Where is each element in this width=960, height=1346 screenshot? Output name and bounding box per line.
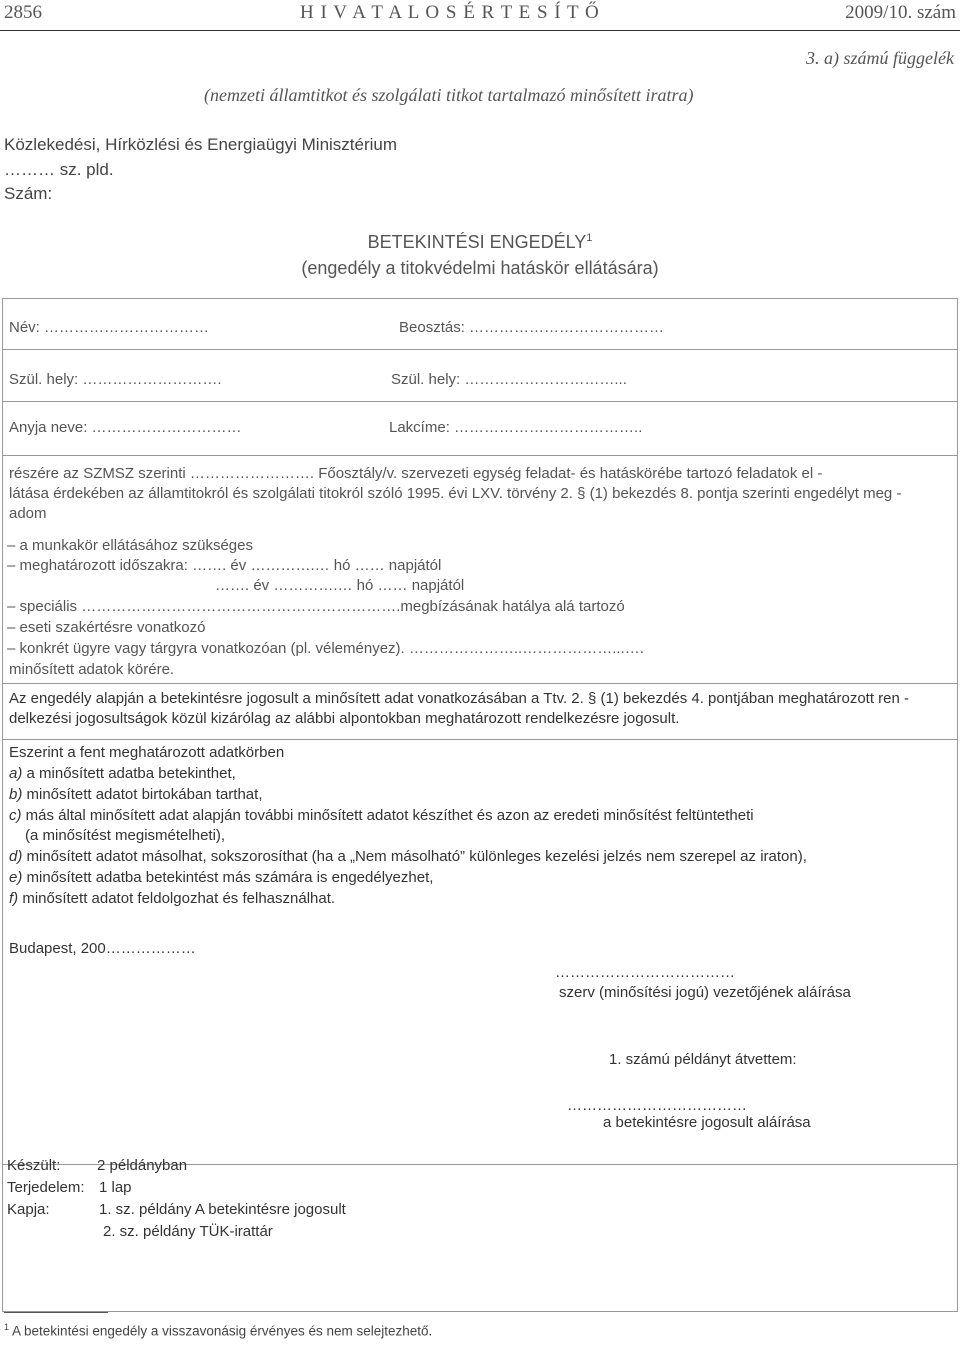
made-row [7, 1157, 60, 1175]
form-subtitle: (engedély a titokvédelmi hatáskör ellátására) [301, 258, 659, 278]
option-fixed-period: – meghatározott időszakra: ……. év ………….… hó …… napjától [7, 557, 442, 574]
item-text: minősített adatot feldolgozhat és felhasználhat. [18, 890, 336, 907]
permission-item-f [9, 890, 335, 907]
footnote-rule [4, 1312, 108, 1313]
birth-place-field: Szül. hely: ………………………. [9, 371, 222, 388]
signature-line-head: ……………………………… [555, 964, 735, 981]
extent-value: 1 lap [99, 1179, 132, 1196]
recipient-1: 1. sz. példány A betekintésre jogosult [99, 1201, 346, 1218]
form-row-permissions [3, 739, 957, 1165]
item-text: minősített adatot másolhat, sokszorosíthat (ha a „Nem másolható” különleges kezelési jelzés nem szerepel az iraton), [22, 848, 807, 865]
footnote [4, 1322, 432, 1339]
list-intro: Eszerint a fent meghatározott adatkörben [9, 744, 285, 761]
permission-item-b [9, 786, 262, 803]
item-letter: d) [9, 848, 23, 865]
option-job-duties: – a munkakör ellátásához szükséges [7, 537, 253, 554]
form-row-name [3, 299, 957, 350]
signature-label-recipient: a betekintésre jogosult aláírása [603, 1114, 811, 1131]
journal-title: H I V A T A L O S É R T E S Í T Ő [300, 2, 600, 23]
option-fixed-period-2: ……. év ………….… hó …… napjától [215, 577, 465, 594]
form-title-footnote-mark: 1 [586, 232, 593, 244]
item-text: minősített adatot birtokában tarthat, [22, 786, 263, 803]
place-date: Budapest, 200……………… [9, 940, 196, 957]
permission-item-a [9, 765, 236, 782]
copy-number: ……… sz. pld. [4, 160, 114, 179]
address-field: Lakcíme: ……………………………….. [389, 419, 643, 436]
item-letter: f) [9, 890, 19, 907]
item-letter: e) [9, 869, 23, 886]
form-title-text: BETEKINTÉSI ENGEDÉLY [367, 232, 587, 252]
option-expert: – eseti szakértésre vonatkozó [7, 619, 206, 636]
form-row-birth [3, 349, 957, 402]
item-letter: c) [9, 807, 22, 824]
option-specific-case: – konkrét ügyre vagy tárgyra vonatkozóan (pl. véleményez). …………………..………………...…. [7, 640, 644, 657]
recipients-label: Kapja: [7, 1201, 50, 1218]
item-letter: a) [9, 765, 23, 782]
ministry-name: Közlekedési, Hírközlési és Energiaügyi Minisztérium [4, 135, 398, 154]
document-number-label: Szám: [4, 184, 53, 203]
permission-item-c-cont [25, 827, 225, 844]
option-scope-end: minősített adatok körére. [9, 661, 175, 678]
header-rule [0, 30, 960, 31]
rights-line-2: delkezési jogosultságok közül kizárólag az alábbi alpontokban meghatározott rendelkezésre jogosult. [9, 710, 680, 727]
intro-line-2: látása érdekében az államtitokról és szolgálati titokról szóló 1995. évi LXV. törvény 2. § (1) bekezdés 8. pontja szerinti engedélyt meg - [9, 485, 902, 502]
item-text: (a minősítést megismételheti), [25, 827, 226, 844]
name-field: Név: …………………………… [9, 319, 210, 336]
permission-item-c [9, 807, 754, 824]
mother-name-field: Anyja neve: ………………………… [9, 419, 242, 436]
recipient-2: 2. sz. példány TÜK-irattár [103, 1223, 273, 1240]
position-field: Beosztás: ………………………………… [399, 319, 665, 336]
rights-line-1: Az engedély alapján a betekintésre jogosult a minősített adat vonatkozásában a Ttv. 2. § (1) bekezdés 4. pontjában meghatározott ren - [9, 690, 910, 707]
page-number: 2856 [4, 2, 42, 23]
made-label: Készült: [7, 1157, 61, 1174]
birth-place-field-2: Szül. hely: …………………………... [391, 371, 627, 388]
item-text: minősített adatba betekintést más számára is engedélyezhet, [22, 869, 434, 886]
permission-item-e [9, 869, 433, 886]
made-value: 2 példányban [97, 1157, 188, 1174]
extent-label: Terjedelem: [7, 1179, 85, 1196]
form-title [0, 232, 960, 253]
appendix-label: 3. a) számú függelék [806, 48, 954, 68]
item-text: a minősített adatba betekinthet, [22, 765, 236, 782]
signature-label-head: szerv (minősítési jogú) vezetőjének aláírása [559, 984, 851, 1001]
item-letter: b) [9, 786, 23, 803]
document-subtitle: (nemzeti államtitkot és szolgálati titkot tartalmazó minősített iratra) [204, 85, 694, 105]
issue-number: 2009/10. szám [845, 2, 956, 23]
intro-line-1: részére az SZMSZ szerinti ……………………. Főosztály/v. szervezeti egység feladat- és hatáskörébe tartozó feladatok el - [9, 465, 823, 482]
permission-item-d [9, 848, 807, 865]
form-row-scope [3, 455, 957, 684]
form-row-rights [3, 683, 957, 740]
option-special: – speciális ……………………………………………………….megbízásának hatálya alá tartozó [7, 598, 625, 615]
form-box [2, 298, 958, 1312]
intro-line-3: adom [9, 505, 47, 522]
received-copy-label: 1. számú példányt átvettem: [609, 1051, 797, 1068]
footnote-text: A betekintési engedély a visszavonásig érvényes és nem selejtezhető. [9, 1323, 433, 1339]
item-text: más által minősített adat alapján további minősített adatot készíthet és azon az eredeti minősítést feltüntetheti [21, 807, 754, 824]
signature-line-recipient: ……………………………… [567, 1097, 747, 1114]
form-row-mother [3, 401, 957, 456]
footnote-mark: 1 [4, 1322, 10, 1332]
